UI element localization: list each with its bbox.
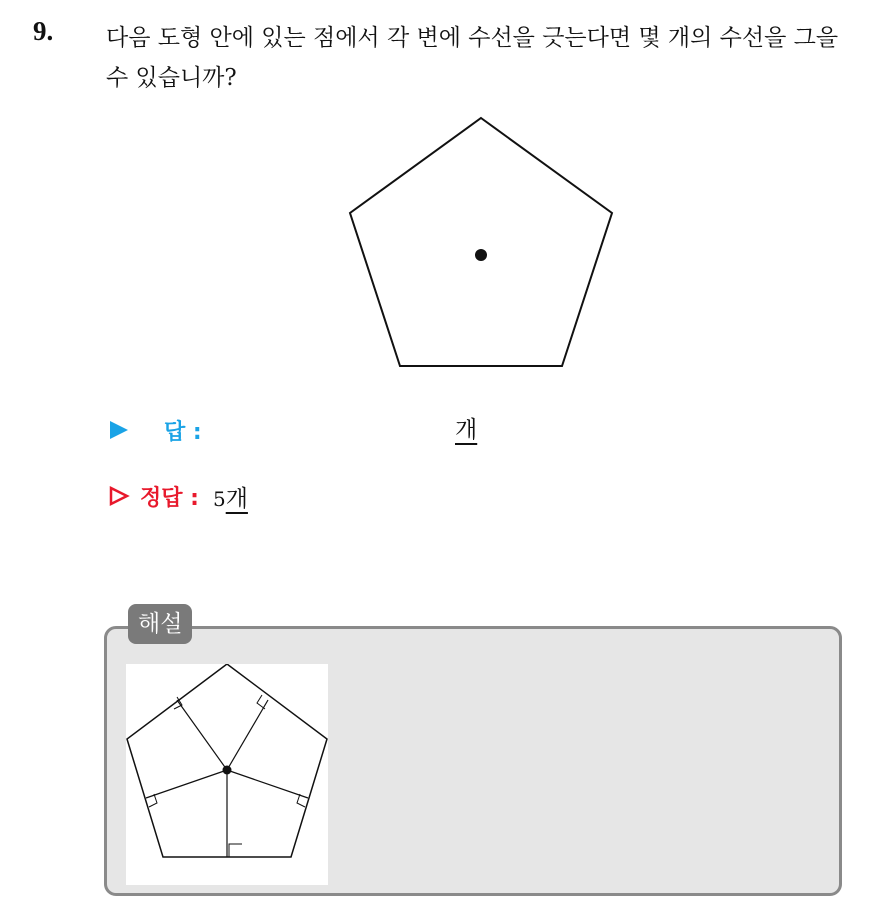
play-outline-icon: [108, 485, 130, 507]
correct-answer-number: 5: [212, 486, 226, 511]
explanation-center-point: [223, 766, 232, 775]
center-point: [475, 249, 487, 261]
play-arrow-icon: [108, 419, 130, 441]
question-number: 9.: [33, 16, 54, 46]
answer-label: 답 :: [164, 419, 202, 445]
question-text: 다음 도형 안에 있는 점에서 각 변에 수선을 긋는다면 몇 개의 수선을 그을 수 있습니까?: [106, 25, 839, 91]
explanation-figure: [126, 664, 328, 885]
pentagon-figure: [340, 110, 620, 374]
explanation-tab: 해설: [128, 604, 192, 644]
correct-answer-row: [108, 476, 248, 516]
answer-blank-unit: 개: [455, 417, 478, 443]
correct-answer-unit: 개: [225, 485, 248, 512]
correct-answer-value: [213, 480, 248, 513]
pentagon-shape: [350, 118, 612, 366]
answer-row: [108, 410, 202, 450]
correct-answer-label: 정답 :: [140, 485, 199, 511]
